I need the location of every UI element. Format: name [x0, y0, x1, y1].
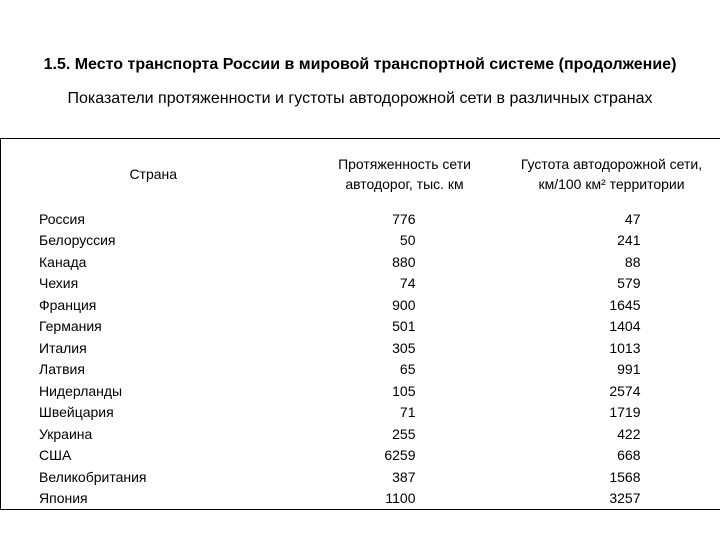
- table-row: [1, 467, 720, 489]
- length-cell: 255: [392, 425, 416, 442]
- density-cell: 1404: [609, 318, 641, 335]
- table-header: [1, 139, 720, 209]
- density-cell: 1568: [609, 468, 641, 485]
- density-cell: 579: [617, 275, 641, 292]
- length-cell: 50: [399, 232, 416, 249]
- density-cell: 422: [617, 425, 641, 442]
- table-row: [1, 230, 720, 252]
- length-cell: 6259: [384, 447, 416, 464]
- country-cell: Швейцария: [39, 404, 114, 421]
- table-row: [1, 445, 720, 467]
- density-cell: 1719: [609, 404, 641, 421]
- road-network-table: [0, 138, 720, 510]
- header-network-length: Протяженность сети автодорог, тыс. км: [338, 155, 471, 192]
- length-cell: 501: [392, 318, 416, 335]
- country-cell: Италия: [39, 339, 87, 356]
- table-row: [1, 295, 720, 317]
- density-cell: 1013: [609, 339, 641, 356]
- country-cell: Россия: [39, 210, 85, 227]
- table-row: [1, 402, 720, 424]
- table-caption: Показатели протяженности и густоты автодорожной сети в различных странах: [67, 90, 653, 107]
- header-country: Страна: [129, 165, 178, 182]
- table-row: [1, 359, 720, 381]
- country-cell: Белоруссия: [39, 232, 116, 249]
- length-cell: 387: [392, 468, 416, 485]
- country-cell: Франция: [39, 296, 97, 313]
- length-cell: 71: [399, 404, 416, 421]
- country-cell: Чехия: [39, 275, 79, 292]
- density-cell: 47: [624, 210, 641, 227]
- country-cell: Украина: [39, 425, 93, 442]
- country-cell: Япония: [1, 488, 307, 510]
- density-cell: 3257: [503, 488, 720, 510]
- table-body: [1, 209, 720, 510]
- length-cell: 74: [399, 275, 416, 292]
- country-cell: Канада: [39, 253, 87, 270]
- length-cell: 880: [392, 253, 416, 270]
- header-network-density: Густота автодорожной сети, км/100 км² территории: [520, 155, 703, 192]
- length-cell: 1100: [307, 488, 503, 510]
- table-row: [1, 338, 720, 360]
- page-title: 1.5. Место транспорта России в мировой транспортной системе (продолжение): [43, 56, 677, 73]
- length-cell: 900: [392, 296, 416, 313]
- table-row: [1, 488, 720, 510]
- country-cell: Нидерланды: [39, 382, 123, 399]
- table-row: [1, 252, 720, 274]
- table-row: [1, 381, 720, 403]
- table-row: [1, 209, 720, 231]
- length-cell: 65: [399, 361, 416, 378]
- length-cell: 305: [392, 339, 416, 356]
- country-cell: Латвия: [39, 361, 85, 378]
- length-cell: 105: [392, 382, 416, 399]
- country-cell: Великобритания: [39, 468, 147, 485]
- density-cell: 668: [617, 447, 641, 464]
- length-cell: 776: [392, 210, 416, 227]
- density-cell: 241: [617, 232, 641, 249]
- table-row: [1, 316, 720, 338]
- density-cell: 88: [624, 253, 641, 270]
- country-cell: США: [39, 447, 72, 464]
- density-cell: 1645: [609, 296, 641, 313]
- country-cell: Германия: [39, 318, 102, 335]
- table-row: [1, 424, 720, 446]
- density-cell: 2574: [609, 382, 641, 399]
- table-row: [1, 273, 720, 295]
- density-cell: 991: [617, 361, 641, 378]
